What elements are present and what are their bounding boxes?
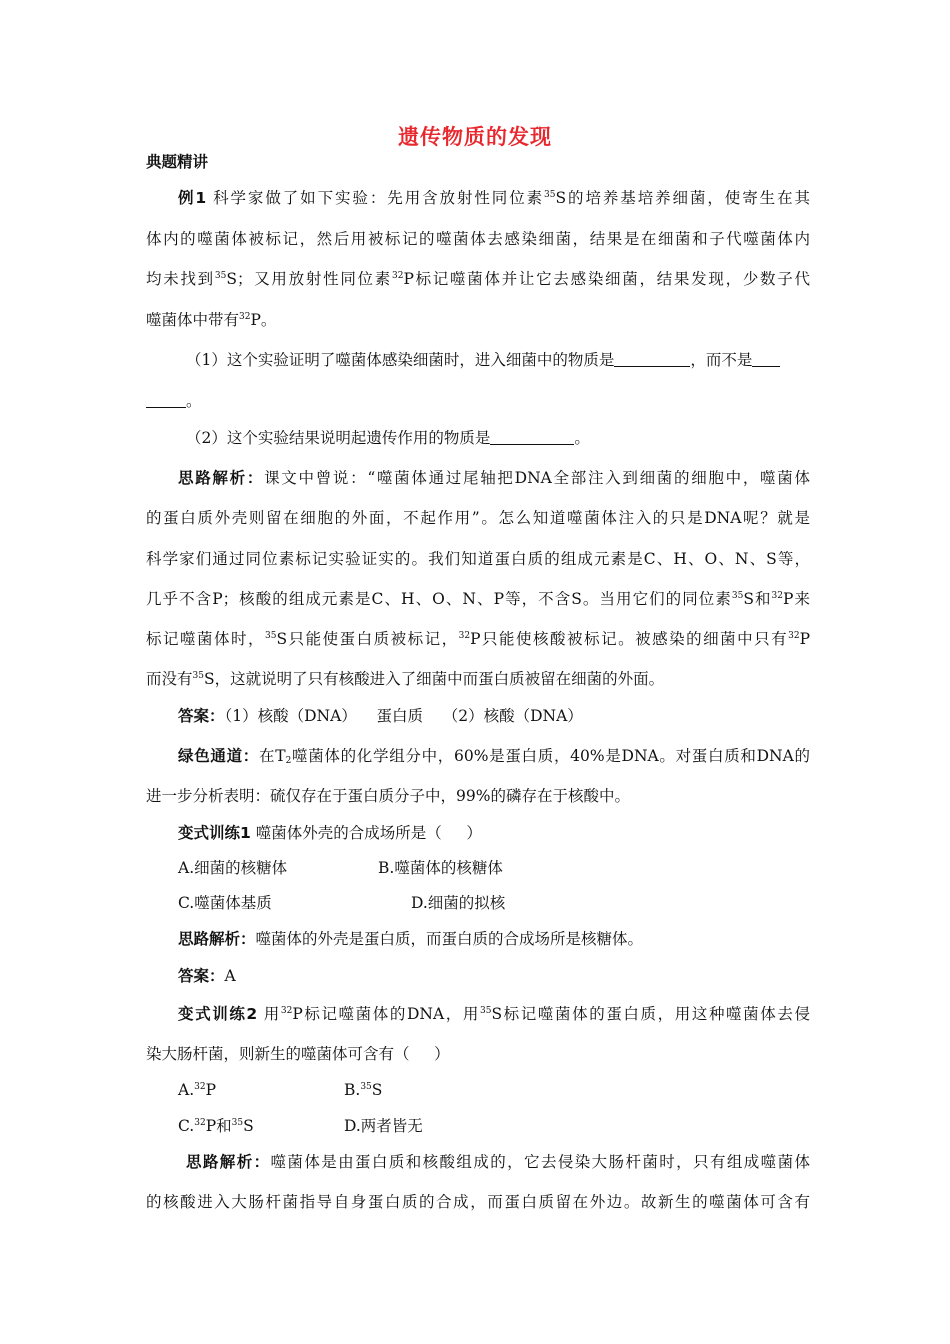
example1-line3: 均未找到$^{35}$S；又用放射性同位素$^{32}$P标记噬菌体并让它去感染细菌，结果发现，少数子代 <box>146 270 810 288</box>
analysis1-line1: 思路解析：课文中曾说：“噬菌体通过尾轴把DNA全部注入到细菌的细胞中，噬菌体 <box>178 469 810 487</box>
green-channel-line2: 进一步分析表明：硫仅存在于蛋白质分子中，99%的磷存在于核酸中。 <box>146 787 630 805</box>
drill1-analysis: 思路解析：噬菌体的外壳是蛋白质，而蛋白质的合成场所是核糖体。 <box>178 930 644 948</box>
green-channel-line1: 绿色通道：在$T_2$噬菌体的化学组分中，60%是蛋白质，40%是DNA。对蛋白质和DNA的 <box>178 747 810 766</box>
answer-blank-1[interactable] <box>614 352 690 367</box>
answer1-label: 答案： <box>178 707 225 725</box>
drill2-option-c[interactable]: C.$^{32}$P和$^{35}$S <box>178 1117 254 1135</box>
question1: （1）这个实验证明了噬菌体感染细菌时，进入细菌中的物质是 ，而不是 <box>186 350 810 370</box>
analysis1-line5: 标记噬菌体时，$^{35}$S只能使蛋白质被标记，$^{32}$P只能使核酸被标记。被感染的细菌中只有$^{32}$P <box>146 630 810 648</box>
page-title: 遗传物质的发现 <box>398 125 552 149</box>
drill2-analysis-label: 思路解析： <box>186 1153 271 1171</box>
drill2-option-b[interactable]: B.$^{35}$S <box>344 1081 383 1099</box>
analysis1-line3: 科学家们通过同位素标记实验证实的。我们知道蛋白质的组成元素是C、H、O、N、S等， <box>146 550 810 568</box>
drill1-label: 变式训练1 <box>178 824 251 842</box>
example1-line2: 体内的噬菌体被标记，然后用被标记的噬菌体去感染细菌，结果是在细菌和子代噬菌体内 <box>146 230 810 248</box>
section-heading: 典题精讲 <box>146 153 209 171</box>
drill2-question-line1: 变式训练2 用$^{32}$P标记噬菌体的DNA，用$^{35}$S标记噬菌体的蛋白质，用这种噬菌体去侵 <box>178 1005 810 1023</box>
drill1-answer-label: 答案： <box>178 967 225 985</box>
answer-blank-2a[interactable] <box>752 352 780 367</box>
drill1-answer: 答案：A <box>178 967 236 985</box>
drill2-option-d[interactable]: D.两者皆无 <box>344 1117 423 1135</box>
question1-cont: 。 <box>146 391 810 411</box>
drill2-option-a[interactable]: A.$^{32}$P <box>178 1081 217 1099</box>
drill1-question: 变式训练1 噬菌体外壳的合成场所是（ ） <box>178 824 482 842</box>
drill1-analysis-label: 思路解析： <box>178 930 256 948</box>
drill1-option-b[interactable]: B.噬菌体的核糖体 <box>378 859 503 877</box>
analysis1-line2: 的蛋白质外壳则留在细胞的外面，不起作用”。怎么知道噬菌体注入的只是DNA呢？就是 <box>146 509 810 527</box>
answer-blank-3[interactable] <box>490 430 574 445</box>
example1-label: 例1 <box>178 189 207 207</box>
analysis1-line6: 而没有$^{35}$S，这就说明了只有核酸进入了细菌中而蛋白质被留在细菌的外面。 <box>146 670 665 688</box>
analysis1-line4: 几乎不含P；核酸的组成元素是C、H、O、N、P等，不含S。当用它们的同位素$^{35}$S和$^{32}$P来 <box>146 590 810 608</box>
drill1-option-d[interactable]: D.细菌的拟核 <box>411 894 506 912</box>
drill2-analysis-line1: 思路解析：噬菌体是由蛋白质和核酸组成的，它去侵染大肠杆菌时，只有组成噬菌体 <box>186 1153 810 1171</box>
example1-line4: 噬菌体中带有$^{32}$P。 <box>146 311 277 329</box>
drill2-question-line2: 染大肠杆菌，则新生的噬菌体可含有（ ） <box>146 1045 450 1063</box>
answer1: 答案：（1）核酸（DNA） 蛋白质 （2）核酸（DNA） <box>178 707 583 725</box>
green-channel-label: 绿色通道： <box>178 747 260 765</box>
drill1-option-a[interactable]: A.细菌的核糖体 <box>178 859 288 877</box>
analysis1-label: 思路解析： <box>178 469 265 487</box>
drill2-analysis-line2: 的核酸进入大肠杆菌指导自身蛋白质的合成，而蛋白质留在外边。故新生的噬菌体可含有 <box>146 1193 810 1211</box>
drill2-label: 变式训练2 <box>178 1005 258 1023</box>
question2: （2）这个实验结果说明起遗传作用的物质是 。 <box>186 429 590 447</box>
example1-line1: 例1 科学家做了如下实验：先用含放射性同位素$^{35}$S的培养基培养细菌，使寄生在其 <box>178 189 810 207</box>
answer-blank-2b[interactable] <box>146 393 186 408</box>
drill1-option-c[interactable]: C.噬菌体基质 <box>178 894 272 912</box>
